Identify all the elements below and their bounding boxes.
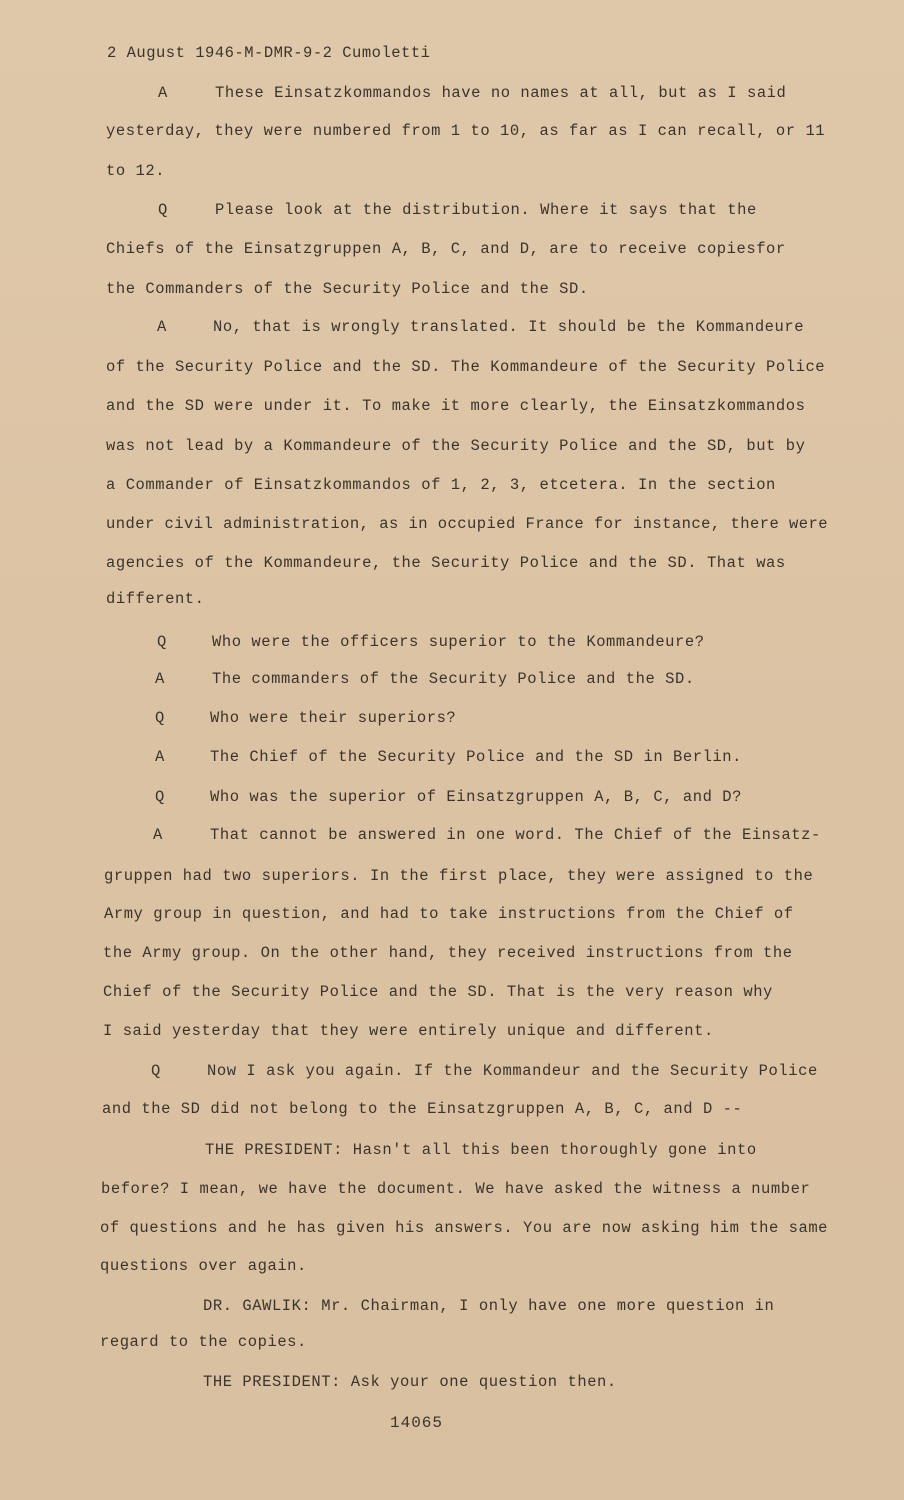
transcript-line: different. — [106, 590, 205, 608]
speaker-label: A — [153, 826, 163, 844]
transcript-line: I said yesterday that they were entirely unique and different. — [103, 1022, 714, 1040]
transcript-line: yesterday, they were numbered from 1 to 10, as far as I can recall, or 11 — [106, 122, 826, 140]
transcript-line: These Einsatzkommandos have no names at all, but as I said — [215, 84, 787, 102]
speaker-label: Q — [155, 709, 165, 727]
transcript-line: and the SD did not belong to the Einsatzgruppen A, B, C, and D -- — [102, 1100, 743, 1118]
transcript-line: Now I ask you again. If the Kommandeur and the Security Police — [207, 1062, 818, 1080]
speaker-label: A — [155, 748, 165, 766]
speaker-label: A — [158, 84, 168, 102]
transcript-line: was not lead by a Kommandeure of the Security Police and the SD, but by — [106, 437, 806, 455]
transcript-line: No, that is wrongly translated. It should be the Kommandeure — [213, 318, 805, 336]
transcript-line: Who were their superiors? — [210, 709, 457, 727]
transcript-line: THE PRESIDENT: Hasn't all this been thoroughly gone into — [205, 1141, 757, 1159]
transcript-line: Chief of the Security Police and the SD. That is the very reason why — [103, 983, 773, 1001]
transcript-line: Who were the officers superior to the Kommandeure? — [212, 633, 705, 651]
transcript-line: before? I mean, we have the document. We have asked the witness a number — [101, 1180, 811, 1198]
transcript-line: questions over again. — [100, 1257, 307, 1275]
transcript-line: gruppen had two superiors. In the first place, they were assigned to the — [104, 867, 814, 885]
transcript-line: THE PRESIDENT: Ask your one question then. — [203, 1373, 617, 1391]
transcript-line: Chiefs of the Einsatzgruppen A, B, C, and D, are to receive copiesfor — [106, 240, 786, 258]
transcript-line: DR. GAWLIK: Mr. Chairman, I only have one more question in — [203, 1297, 775, 1315]
transcript-line: the Army group. On the other hand, they received instructions from the — [103, 944, 793, 962]
speaker-label: A — [155, 670, 165, 688]
transcript-line: of the Security Police and the SD. The Kommandeure of the Security Police — [106, 358, 826, 376]
transcript-line: to 12. — [106, 162, 166, 180]
transcript-line: agencies of the Kommandeure, the Security Police and the SD. That was — [106, 554, 786, 572]
transcript-line: Army group in question, and had to take instructions from the Chief of — [104, 905, 794, 923]
transcript-line: The Chief of the Security Police and the SD in Berlin. — [210, 748, 742, 766]
speaker-label: Q — [151, 1062, 161, 1080]
transcript-line: of questions and he has given his answers. You are now asking him the same — [100, 1219, 829, 1237]
transcript-line: The commanders of the Security Police and the SD. — [212, 670, 695, 688]
transcript-line: a Commander of Einsatzkommandos of 1, 2, 3, etcetera. In the section — [106, 476, 776, 494]
transcript-line: under civil administration, as in occupied France for instance, there were — [106, 515, 829, 533]
transcript-line: and the SD were under it. To make it more clearly, the Einsatzkommandos — [106, 397, 806, 415]
speaker-label: Q — [155, 788, 165, 806]
transcript-line: the Commanders of the Security Police and the SD. — [106, 280, 589, 298]
page-header: 2 August 1946-M-DMR-9-2 Cumoletti — [107, 44, 431, 62]
transcript-line: Who was the superior of Einsatzgruppen A, B, C, and D? — [210, 788, 742, 806]
transcript-line: That cannot be answered in one word. The Chief of the Einsatz- — [210, 826, 821, 844]
transcript-line: Please look at the distribution. Where it says that the — [215, 201, 757, 219]
speaker-label: A — [157, 318, 167, 336]
page-number: 14065 — [390, 1414, 444, 1432]
speaker-label: Q — [158, 201, 168, 219]
transcript-line: regard to the copies. — [100, 1333, 307, 1351]
speaker-label: Q — [157, 633, 167, 651]
